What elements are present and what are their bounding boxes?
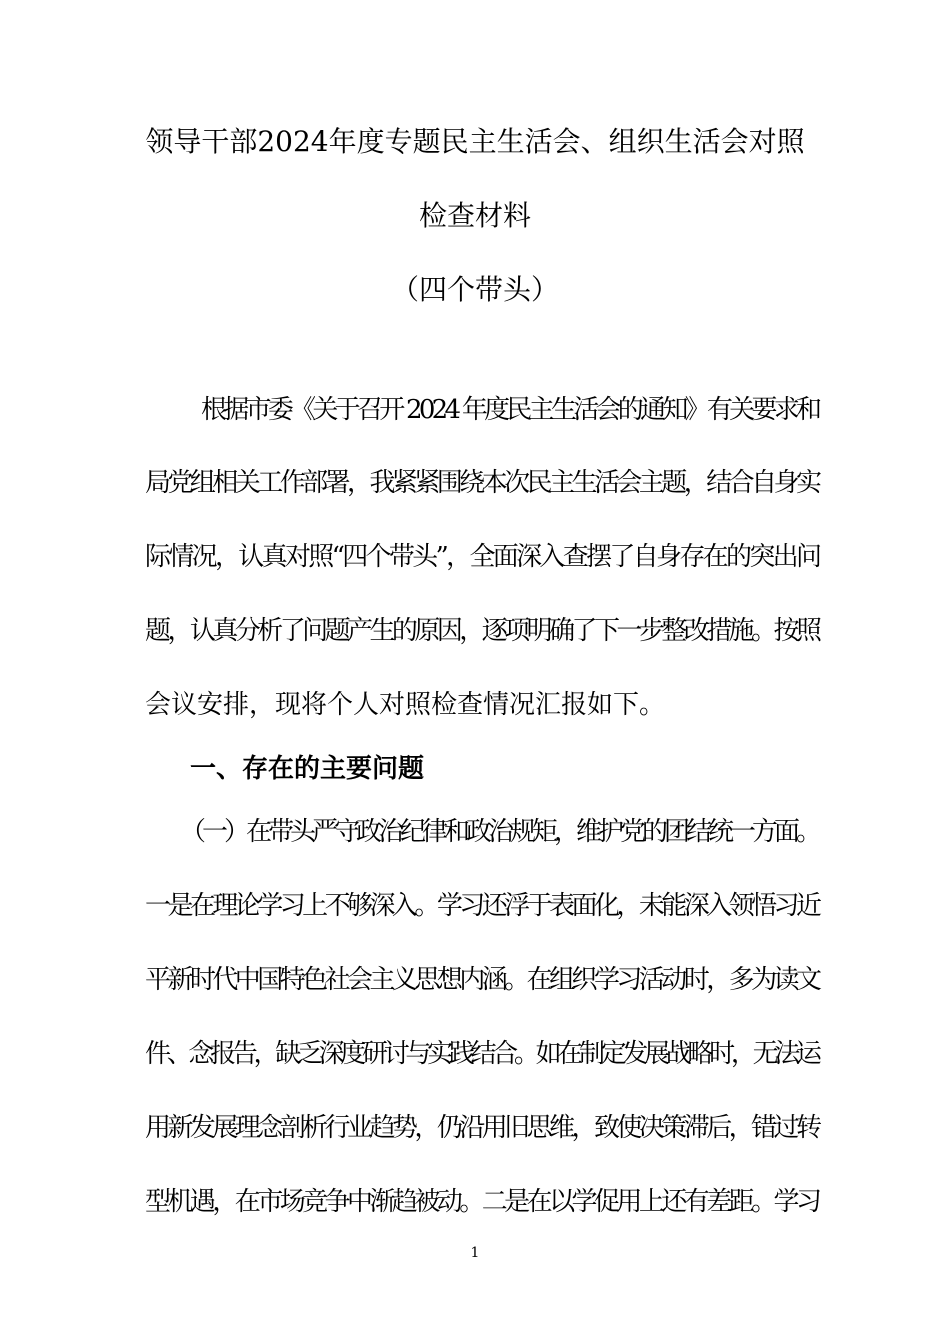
paragraph-line-text: 平新时代中国特色社会主义思想内涵。在组织学习活动时，多为读文	[145, 965, 819, 995]
section-heading: 一、存在的主要问题	[190, 754, 425, 784]
paragraph-line-text: 用新发展理念剖析行业趋势，仍沿用旧思维，致使决策滞后，错过转	[145, 1113, 819, 1143]
paragraph-line	[145, 685, 822, 725]
paragraph-line	[145, 1182, 822, 1222]
document-subtitle: （四个带头）	[390, 273, 559, 306]
subsection-heading-text: （一）在带头严守政治纪律和政治规矩，维护党的团结统一方面。	[180, 817, 818, 847]
paragraph-line	[201, 390, 822, 430]
page-number: 1	[470, 1245, 480, 1261]
paragraph-line-text: 型机遇，在市场竞争中渐趋被动。二是在以学促用上还有差距。学习	[145, 1187, 819, 1217]
paragraph-line-text: 会议安排，现将个人对照检查情况汇报如下。	[145, 690, 666, 720]
paragraph-line	[145, 611, 822, 651]
paragraph-line	[145, 1108, 822, 1148]
paragraph-line	[145, 463, 822, 503]
paragraph-line	[145, 537, 822, 577]
paragraph-line-text: 题，认真分析了问题产生的原因，逐项明确了下一步整改措施。按照	[145, 616, 819, 646]
document-title-line-2: 检查材料	[418, 199, 531, 232]
paragraph-line-text: 件、念报告，缺乏深度研讨与实践结合。如在制定发展战略时，无法运	[145, 1039, 818, 1069]
paragraph-line-text: 际情况，认真对照“四个带头”，全面深入查摆了自身存在的突出问	[145, 542, 820, 572]
paragraph-line	[145, 1034, 822, 1074]
paragraph-line-text: 一是在理论学习上不够深入。学习还浮于表面化，未能深入领悟习近	[145, 891, 819, 921]
paragraph-line-text: 根据市委《关于召开 2024 年度民主生活会的通知》有关要求和	[201, 395, 819, 425]
paragraph-line	[145, 886, 822, 926]
document-title-line-1: 领导干部2024年度专题民主生活会、组织生活会对照	[145, 125, 805, 158]
paragraph-line-text: 局党组相关工作部署，我紧紧围绕本次民主生活会主题，结合自身实	[145, 468, 819, 498]
paragraph-line	[145, 960, 822, 1000]
subsection-heading-line	[180, 812, 822, 852]
